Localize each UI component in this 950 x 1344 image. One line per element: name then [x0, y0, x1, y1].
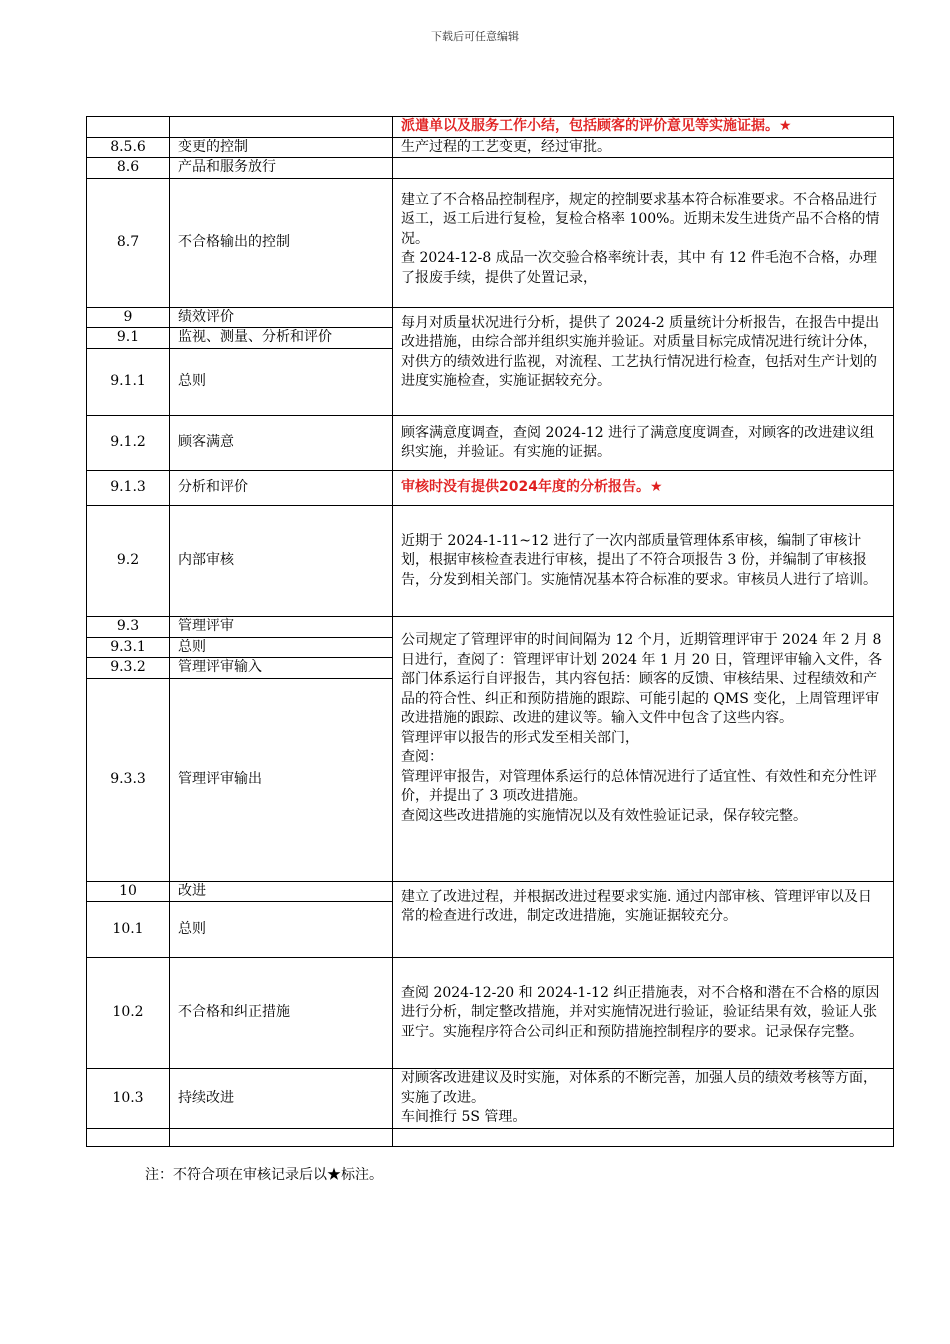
clause-title: 管理评审输出: [170, 678, 393, 881]
clause-title: 绩效评价: [170, 307, 393, 328]
finding-paragraph: 查 2024-12-8 成品一次交验合格率统计表，其中 有 12 件毛泡不合格，办理了报废手续，提供了处置记录，: [401, 250, 877, 286]
clause-number: 10.2: [87, 958, 170, 1069]
table-row: [87, 416, 894, 471]
finding-paragraph: 建立了不合格品控制程序，规定的控制要求基本符合标准要求。不合格品进行返工，返工后进行复检，复检合格率 100%。近期未发生进货产品不合格的情况。: [401, 191, 880, 247]
clause-title: 产品和服务放行: [170, 158, 393, 179]
clause-number: 10.1: [87, 902, 170, 958]
nonconformity-text: 派遣单以及服务工作小结，包括顾客的评价意见等实施证据。★: [401, 118, 792, 134]
table-row: [87, 881, 894, 902]
audit-finding: 每月对质量状况进行分析，提供了 2024-2 质量统计分析报告，在报告中提出改进措施，由综合部并组织实施并验证。对质量目标完成情况进行统计分体，对供方的绩效进行监视，对流程、工艺执行情况进行检查，包括对生产计划的进度实施检查，实施证据较充分。: [393, 307, 894, 416]
clause-number: 9.3.2: [87, 658, 170, 679]
clause-title: 改进: [170, 881, 393, 902]
clause-number: 10.3: [87, 1069, 170, 1129]
table-row: [87, 958, 894, 1069]
clause-number: 8.6: [87, 158, 170, 179]
clause-title: 总则: [170, 902, 393, 958]
finding-paragraph: 对顾客改进建议及时实施，对体系的不断完善，加强人员的绩效考核等方面，实施了改进。: [401, 1070, 877, 1106]
clause-number: 9.1.2: [87, 416, 170, 471]
audit-finding: 建立了改进过程，并根据改进过程要求实施. 通过内部审核、管理评审以及日常的检查进行改进，制定改进措施，实施证据较充分。: [393, 881, 894, 958]
audit-finding: [393, 471, 894, 506]
empty-cell: [393, 1128, 894, 1146]
clause-title: [170, 117, 393, 138]
finding-paragraph: 管理评审以报告的形式发至相关部门，: [401, 729, 639, 746]
finding-paragraph: 查阅这些改进措施的实施情况以及有效性验证记录，保存较完整。: [401, 807, 807, 824]
clause-title: 监视、测量、分析和评价: [170, 328, 393, 349]
table-row: [87, 307, 894, 328]
table-row: [87, 1069, 894, 1129]
clause-number: 9.3: [87, 617, 170, 638]
table-row: [87, 1128, 894, 1146]
clause-number: 10: [87, 881, 170, 902]
clause-number: 9.2: [87, 506, 170, 617]
audit-finding: 查阅 2024-12-20 和 2024-1-12 纠正措施表，对不合格和潜在不合格的原因进行分析，制定整改措施，并对实施情况进行验证，验证结果有效，验证人张亚宁。实施程序符合公司纠正和预防措施控制程序的要求。记录保存完整。: [393, 958, 894, 1069]
footnote: 注：不符合项在审核记录后以★标注。: [145, 1167, 383, 1183]
table-row: [87, 158, 894, 179]
audit-record-table: [86, 116, 894, 1147]
audit-finding: [393, 117, 894, 138]
clause-title: 变更的控制: [170, 137, 393, 158]
clause-title: 持续改进: [170, 1069, 393, 1129]
clause-number: 8.5.6: [87, 137, 170, 158]
table-row: [87, 137, 894, 158]
clause-title: 总则: [170, 637, 393, 658]
nonconformity-text: 审核时没有提供2024年度的分析报告。★: [401, 479, 663, 496]
clause-number: 9.3.3: [87, 678, 170, 881]
clause-title: 不合格和纠正措施: [170, 958, 393, 1069]
clause-number: [87, 117, 170, 138]
finding-paragraph: 查阅：: [401, 749, 443, 765]
clause-title: 总则: [170, 349, 393, 416]
audit-finding: [393, 178, 894, 307]
empty-cell: [87, 1128, 170, 1146]
finding-paragraph: 公司规定了管理评审的时间间隔为 12 个月，近期管理评审于 2024 年 2 月 8 日进行，查阅了：管理评审计划 2024 年 1 月 20 日，管理评审输入文件，各部门体系运行自评报告，其内容包括：顾客的反馈、审核结果、过程绩效和产品的符合性、纠正和预防措施的跟踪、可能引起的 QMS 变化，上周管理评审改进措施的跟踪、改进的建议等。输入文件中包含了这些内容。: [401, 632, 883, 726]
clause-number: 9.1.3: [87, 471, 170, 506]
table-row: [87, 506, 894, 617]
clause-title: 管理评审输入: [170, 658, 393, 679]
finding-paragraph: 车间推行 5S 管理。: [401, 1109, 527, 1125]
finding-paragraph: 管理评审报告，对管理体系运行的总体情况进行了适宜性、有效性和充分性评价，并提出了 3 项改进措施。: [401, 768, 877, 804]
table-row: [87, 471, 894, 506]
audit-finding: [393, 1069, 894, 1129]
empty-cell: [170, 1128, 393, 1146]
clause-number: 9.1.1: [87, 349, 170, 416]
clause-title: 管理评审: [170, 617, 393, 638]
clause-number: 9.1: [87, 328, 170, 349]
audit-finding: 近期于 2024-1-11~12 进行了一次内部质量管理体系审核，编制了审核计划，根据审核检查表进行审核，提出了不符合项报告 3 份，并编制了审核报告，分发到相关部门。实施情况基本符合标准的要求。审核员人进行了培训。: [393, 506, 894, 617]
table-row: [87, 117, 894, 138]
clause-title: 顾客满意: [170, 416, 393, 471]
audit-finding: [393, 617, 894, 882]
table-row: [87, 178, 894, 307]
page-header: 下载后可任意编辑: [431, 30, 519, 43]
clause-number: 8.7: [87, 178, 170, 307]
audit-finding: 顾客满意度调查，查阅 2024-12 进行了满意度度调查，对顾客的改进建议组织实施，并验证。有实施的证据。: [393, 416, 894, 471]
clause-number: 9: [87, 307, 170, 328]
audit-finding: [393, 158, 894, 179]
audit-finding: 生产过程的工艺变更，经过审批。: [393, 137, 894, 158]
clause-title: 不合格输出的控制: [170, 178, 393, 307]
table-row: [87, 617, 894, 638]
clause-title: 内部审核: [170, 506, 393, 617]
clause-number: 9.3.1: [87, 637, 170, 658]
clause-title: 分析和评价: [170, 471, 393, 506]
